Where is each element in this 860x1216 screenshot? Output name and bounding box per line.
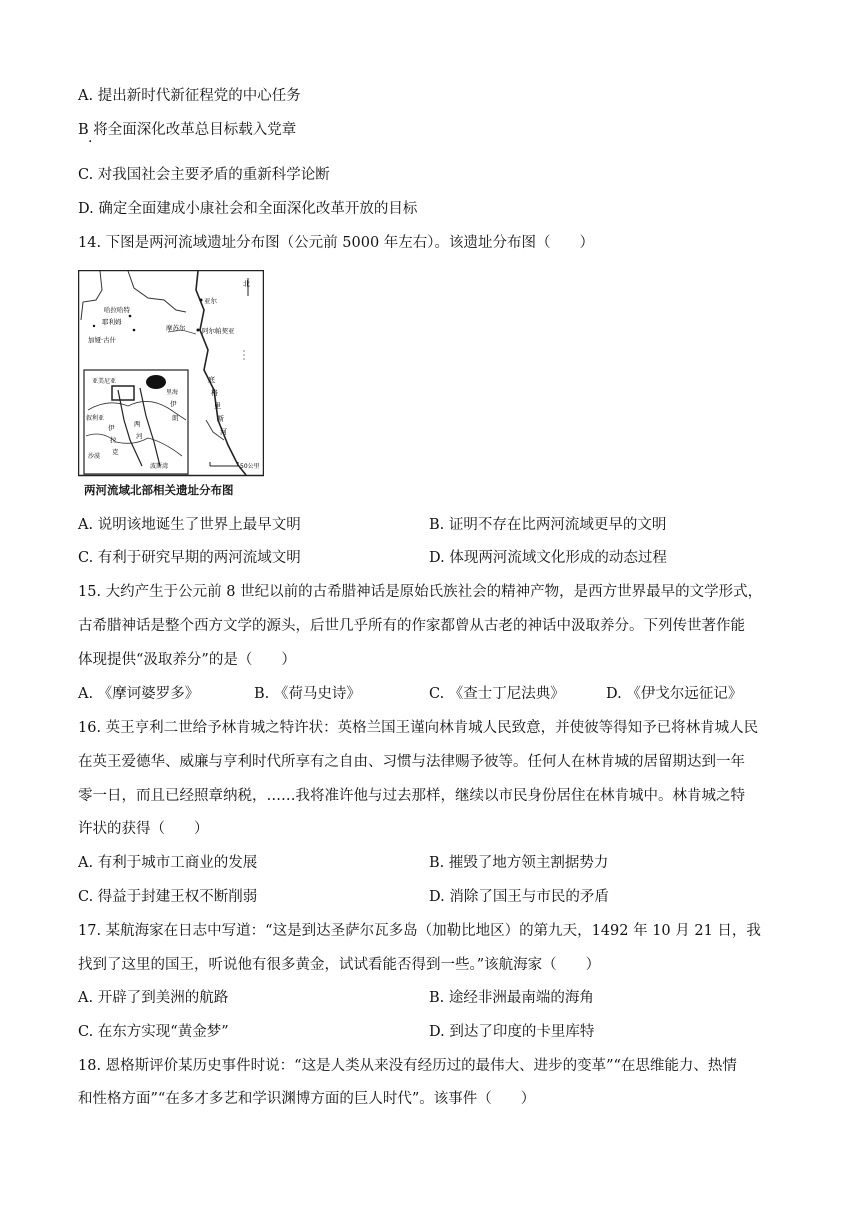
inset-ke: 克 xyxy=(112,448,119,456)
inset-liang: 两 xyxy=(134,420,141,428)
q16-stem-line-2: 在英王爱德华、威廉与亨利时代所享有之自由、习惯与法律赐予彼等。任何人在林肯城的居留期达到一年 xyxy=(78,754,745,770)
stray-dot: · xyxy=(88,134,93,150)
place-yelimu: 耶利姆 xyxy=(102,318,122,326)
inset-yi: 伊 xyxy=(170,400,177,408)
q16-stem-line-1: 16. 英王亨利二世给予林肯城之特许状：英格兰国王谨向林肯城人民致意，并使彼等得知予已将林肯城人民 xyxy=(78,720,759,736)
site-distribution-map xyxy=(78,270,264,500)
q16-option-b: B. 摧毁了地方领主割据势力 xyxy=(429,855,609,871)
q15-option-b: B. 《荷马史诗》 xyxy=(254,686,361,702)
q17-option-c: C. 在东方实现“黄金梦” xyxy=(78,1024,229,1040)
place-halahate: 哈拉哈特 xyxy=(104,306,130,314)
q16-stem-line-4: 许状的获得（ ） xyxy=(78,821,209,837)
place-arpachiya: 阿尔帕契亚 xyxy=(202,327,235,335)
q14-stem: 14. 下图是两河流域遗址分布图（公元前 5000 年左右）。该遗址分布图（ ） xyxy=(78,235,595,251)
q18-stem-line-2: 和性格方面”“在多才多艺和学识渊博方面的巨人时代”。该事件（ ） xyxy=(78,1091,536,1107)
river-char-2: 格 xyxy=(211,389,218,397)
q17-option-b: B. 途经非洲最南端的海角 xyxy=(429,990,594,1006)
inset-armenia: 亚美尼亚 xyxy=(92,378,117,385)
north-label: 北 xyxy=(243,280,250,288)
river-char-1: 底 xyxy=(208,376,215,384)
q16-option-c: C. 得益于封建王权不断削弱 xyxy=(78,889,258,905)
q17-option-a: A. 开辟了到美洲的航路 xyxy=(78,990,229,1006)
q13-option-c: C. 对我国社会主要矛盾的重新科学论断 xyxy=(78,167,330,183)
q14-option-a: A. 说明该地诞生了世界上最早文明 xyxy=(78,517,301,533)
q14-option-b: B. 证明不存在比两河流域更早的文明 xyxy=(429,517,667,533)
inset-desert: 沙漠 xyxy=(88,453,101,460)
inset-lang: 朗 xyxy=(172,414,179,422)
inset-yi2: 伊 xyxy=(108,424,115,432)
inset-persian-gulf: 波斯湾 xyxy=(150,463,169,470)
q14-option-d: D. 体现两河流域文化形成的动态过程 xyxy=(429,550,667,566)
map-caption: 两河流域北部相关遗址分布图 xyxy=(84,483,234,497)
q16-option-a: A. 有利于城市工商业的发展 xyxy=(78,855,258,871)
q15-option-c: C. 《查士丁尼法典》 xyxy=(429,686,565,702)
inset-caspian: 里海 xyxy=(166,389,179,396)
q15-option-a: A. 《摩诃婆罗多》 xyxy=(78,686,200,702)
place-yaer: 亚尔 xyxy=(204,297,217,305)
q17-stem-line-1: 17. 某航海家在日志中写道：“这是到达圣萨尔瓦多岛（加勒比地区）的第九天，1492 年 10 月 21 日，我 xyxy=(78,923,761,939)
inset-syria: 叙利亚 xyxy=(86,415,105,422)
scale-label: 50公里 xyxy=(240,463,260,470)
q16-option-d: D. 消除了国王与市民的矛盾 xyxy=(429,889,609,905)
q17-option-d: D. 到达了印度的卡里库特 xyxy=(429,1024,595,1040)
q14-option-c: C. 有利于研究早期的两河流域文明 xyxy=(78,550,301,566)
q15-stem-line-2: 古希腊神话是整个西方文学的源头，后世几乎所有的作家都曾从古老的神话中汲取养分。下列传世著作能 xyxy=(78,618,745,634)
place-mosul: 摩苏尔 xyxy=(166,324,186,332)
q17-stem-line-2: 找到了这里的国王，听说他有很多黄金，试试看能否得到一些。”该航海家（ ） xyxy=(78,957,601,973)
q13-option-b: B 将全面深化改革总目标载入党章 xyxy=(78,122,297,138)
inset-he: 河 xyxy=(136,432,143,440)
river-char-3: 里 xyxy=(214,402,221,410)
q13-option-a: A. 提出新时代新征程党的中心任务 xyxy=(78,88,301,104)
q13-option-d: D. 确定全面建成小康社会和全面深化改革开放的目标 xyxy=(78,201,418,217)
q15-option-d: D. 《伊戈尔远征记》 xyxy=(606,686,743,702)
map-figure xyxy=(78,270,264,482)
q15-stem-line-3: 体现提供“汲取养分”的是（ ） xyxy=(78,652,296,668)
river-char-4: 斯 xyxy=(217,415,224,423)
q15-stem-line-1: 15. 大约产生于公元前 8 世纪以前的古希腊神话是原始氏族社会的精神产物，是西方世界最早的文学形式， xyxy=(78,584,763,600)
place-jiaya: 加娅·古什 xyxy=(88,336,117,344)
q16-stem-line-3: 零一日，而且已经照章纳税，……我将准许他与过去那样，继续以市民身份居住在林肯城中。林肯城之特 xyxy=(78,788,745,804)
river-char-5: 河 xyxy=(220,428,227,436)
q18-stem-line-1: 18. 恩格斯评价某历史事件时说：“这是人类从来没有经历过的最伟大、进步的变革”“在思维能力、热情 xyxy=(78,1058,737,1074)
inset-la: 拉 xyxy=(110,436,117,444)
